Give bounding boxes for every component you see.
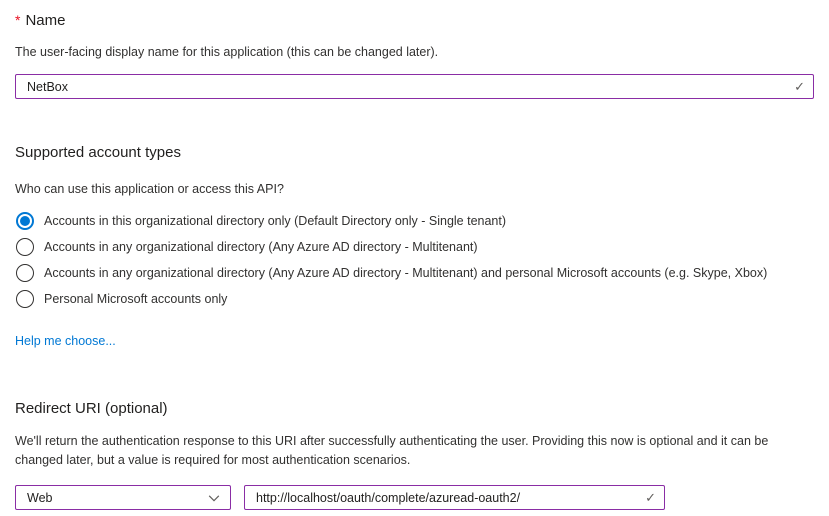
name-heading-label: Name bbox=[25, 12, 66, 29]
radio-option-label: Accounts in this organizational directory only (Default Directory only - Single tenant) bbox=[44, 214, 507, 228]
radio-option-label: Personal Microsoft accounts only bbox=[44, 292, 228, 306]
name-input-container bbox=[15, 74, 814, 99]
radio-button-icon[interactable] bbox=[16, 264, 34, 282]
account-types-heading: Supported account types bbox=[15, 144, 181, 161]
radio-option-multitenant[interactable] bbox=[15, 234, 814, 260]
redirect-uri-controls bbox=[15, 485, 814, 510]
platform-select-dropdown[interactable] bbox=[15, 485, 231, 510]
radio-button-icon[interactable] bbox=[16, 238, 34, 256]
name-input[interactable] bbox=[27, 80, 786, 94]
valid-checkmark-icon: ✓ bbox=[794, 79, 805, 94]
redirect-uri-heading: Redirect URI (optional) bbox=[15, 400, 168, 417]
redirect-uri-input[interactable] bbox=[256, 491, 637, 505]
account-types-radio-group bbox=[15, 208, 814, 312]
chevron-down-icon bbox=[207, 491, 221, 505]
name-section-heading bbox=[15, 11, 814, 30]
redirect-uri-description: We'll return the authentication response to this URI after successfully authenticating the user. Providing this now is optional and it can be changed later, but a value is required for most authentication scenarios. bbox=[15, 434, 769, 467]
radio-option-personal-only[interactable] bbox=[15, 286, 814, 312]
name-description: The user-facing display name for this application (this can be changed later). bbox=[15, 45, 439, 59]
radio-option-single-tenant[interactable] bbox=[15, 208, 814, 234]
redirect-uri-input-container bbox=[244, 485, 665, 510]
radio-button-icon[interactable] bbox=[16, 212, 34, 230]
radio-option-multitenant-personal[interactable] bbox=[15, 260, 814, 286]
help-me-choose-link[interactable]: Help me choose... bbox=[15, 334, 116, 348]
radio-option-label: Accounts in any organizational directory (Any Azure AD directory - Multitenant) and personal Microsoft accounts (e.g. Skype, Xbox) bbox=[44, 266, 768, 280]
account-types-question: Who can use this application or access this API? bbox=[15, 182, 284, 196]
radio-option-label: Accounts in any organizational directory (Any Azure AD directory - Multitenant) bbox=[44, 240, 478, 254]
required-asterisk: * bbox=[15, 12, 21, 28]
platform-selected-value: Web bbox=[27, 490, 53, 505]
radio-button-icon[interactable] bbox=[16, 290, 34, 308]
valid-checkmark-icon: ✓ bbox=[645, 490, 656, 505]
